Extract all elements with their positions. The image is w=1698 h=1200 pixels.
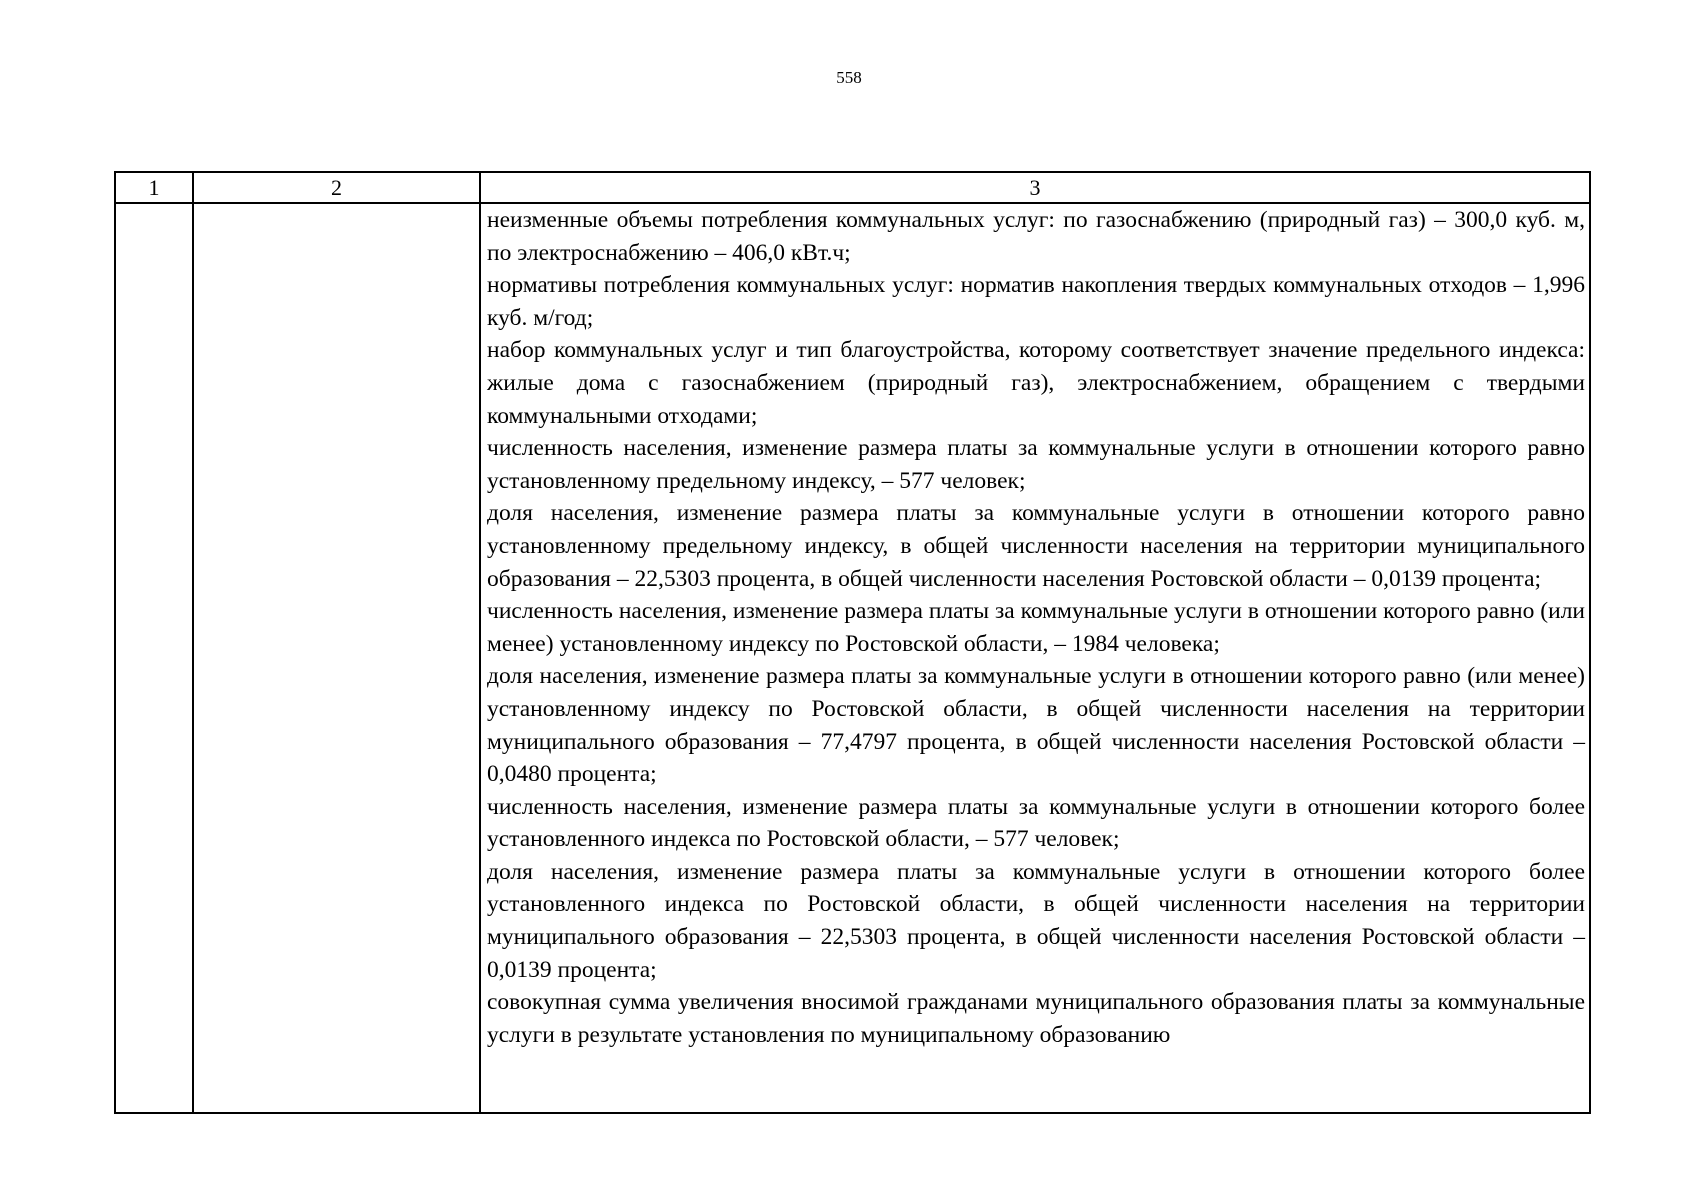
- paragraph-consumption-norms: нормативы потребления коммунальных услуг: норматив накопления твердых коммунальных отходов – 1,996 куб. м/год;: [487, 272, 1585, 331]
- paragraph-share-equal-or-less: доля населения, изменение размера платы за коммунальные услуги в отношении которого равно (или менее) установленному индексу по Ростовской области, в общей численности населения на территории муниципального образования – 77,4797 процента, в общей численности населения Ростовской области – 0,0480 процента;: [487, 663, 1585, 788]
- column-header-1: 1: [115, 172, 193, 203]
- cell-col-1: [115, 203, 193, 1113]
- paragraph-share-more: доля населения, изменение размера платы за коммунальные услуги в отношении которого более установленного индекса по Ростовской области, в общей численности населения на территории муниципального образования – 22,5303 процента, в общей численности населения Ростовской области – 0,0139 процента;: [487, 858, 1585, 983]
- paragraph-population-equal-or-less: численность населения, изменение размера платы за коммунальные услуги в отношении которого равно (или менее) установленному индексу по Ростовской области, – 1984 человека;: [487, 598, 1585, 657]
- cell-col-3: [480, 203, 1590, 1113]
- paragraph-population-more: численность населения, изменение размера платы за коммунальные услуги в отношении которого более установленного индекса по Ростовской области, – 577 человек;: [487, 793, 1585, 853]
- paragraph-services-set: набор коммунальных услуг и тип благоустройства, которому соответствует значение предельного индекса: жилые дома с газоснабжением (природный газ), электроснабжением, обращением с твердыми коммунальными отходами;: [487, 337, 1585, 429]
- document-table: [114, 171, 1591, 1114]
- paragraph-share-equal-limit: доля населения, изменение размера платы за коммунальные услуги в отношении которого равно установленному предельному индексу, в общей численности населения на территории муниципального образования – 22,5303 процента, в общей численности населения Ростовской области – 0,0139 процента;: [487, 500, 1585, 592]
- table-row: [115, 203, 1590, 1113]
- column-header-3: 3: [480, 172, 1590, 203]
- paragraph-population-equal-limit: численность населения, изменение размера платы за коммунальные услуги в отношении которого равно установленному предельному индексу, – 577 человек;: [487, 435, 1585, 494]
- page-number: 558: [836, 68, 862, 87]
- column-header-2: 2: [193, 172, 480, 203]
- paragraph-consumption-volumes: неизменные объемы потребления коммунальных услуг: по газоснабжению (природный газ) – 300,0 куб. м, по электроснабжению – 406,0 кВт.ч;: [487, 207, 1585, 266]
- paragraph-total-increase: совокупная сумма увеличения вносимой гражданами муниципального образования платы за коммунальные услуги в результате установления по муниципальному образованию: [487, 989, 1585, 1048]
- cell-col-2: [193, 203, 480, 1113]
- table-header-row: [115, 172, 1590, 203]
